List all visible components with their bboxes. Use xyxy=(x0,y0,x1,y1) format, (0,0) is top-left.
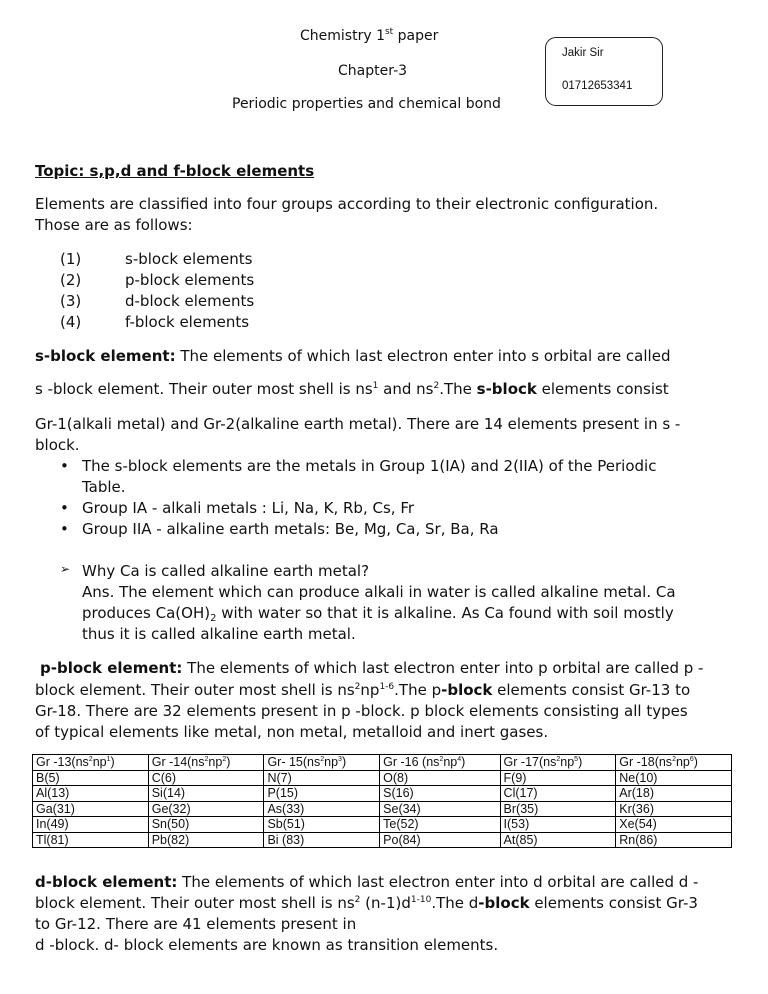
chapter-label: Chapter-3 xyxy=(338,63,408,79)
table-cell: Al(13) xyxy=(33,786,149,802)
table-cell: B(5) xyxy=(33,770,149,786)
s-block-paragraph: s-block element: The elements of which last electron enter into s orbital are called xyxy=(35,347,671,365)
bullet-dot: • xyxy=(60,520,69,538)
table-cell: Tl(81) xyxy=(33,832,149,848)
phone-number: 01712653341 xyxy=(562,80,633,92)
bullet-item: Table. xyxy=(82,478,126,496)
d-block-paragraph: block element. Their outer most shell is $ns^2$ $(n-1)d^{1-10}.The$ d-block elements consist Gr-3 xyxy=(35,894,698,912)
intro-line: Elements are classified into four groups according to their electronic configuration. xyxy=(35,195,659,213)
table-cell: Xe(54) xyxy=(616,817,732,833)
list-number: (2) xyxy=(60,271,82,289)
answer-text: Ans. The element which can produce alkali in water is called alkaline metal. Ca xyxy=(82,583,676,601)
p-block-paragraph: p-block element: The elements of which last electron enter into p orbital are called p - xyxy=(40,659,704,677)
table-row xyxy=(33,832,732,848)
table-row xyxy=(33,770,732,786)
answer-text: thus it is called alkaline earth metal. xyxy=(82,625,356,643)
question-text: Why Ca is called alkaline earth metal? xyxy=(82,562,370,580)
p-block-group-table xyxy=(32,754,732,848)
table-cell: F(9) xyxy=(500,770,616,786)
table-header-cell: Gr $-17(ns^2np^5)$ xyxy=(500,755,616,771)
table-cell: O(8) xyxy=(380,770,500,786)
table-cell: Ga(31) xyxy=(33,801,149,817)
p-block-paragraph: block element. Their outer most shell is $ns^2np^{1-6}.The$ p-block elements consist Gr-13 to xyxy=(35,681,691,699)
intro-line: Those are as follows: xyxy=(35,216,193,234)
s-block-paragraph: Gr-1(alkali metal) and Gr-2(alkaline earth metal). There are 14 elements present in s - xyxy=(35,415,681,433)
s-block-paragraph: s -block element. Their outer most shell is $ns^1$ and $ns^2.The$ s-block elements consist xyxy=(35,380,669,398)
d-block-paragraph: d-block element: The elements of which last electron enter into d orbital are called d - xyxy=(35,873,699,891)
p-block-heading: p-block element: xyxy=(40,659,183,677)
table-cell: Si(14) xyxy=(148,786,264,802)
table-row xyxy=(33,786,732,802)
table-header-cell: Gr $-13(ns^2np^1)$ xyxy=(33,755,149,771)
table-cell: Kr(36) xyxy=(616,801,732,817)
bullet-dot: • xyxy=(60,499,69,517)
table-cell: Te(52) xyxy=(380,817,500,833)
table-cell: Br(35) xyxy=(500,801,616,817)
d-block-heading: d-block element: xyxy=(35,873,178,891)
topic-heading: Topic: s,p,d and f-block elements xyxy=(35,162,315,180)
table-cell: Se(34) xyxy=(380,801,500,817)
table-row xyxy=(33,817,732,833)
table-cell: Po(84) xyxy=(380,832,500,848)
table-cell: I(53) xyxy=(500,817,616,833)
table-header-cell: Gr- $15(ns^2np^3)$ xyxy=(264,755,380,771)
table-cell: At(85) xyxy=(500,832,616,848)
table-cell: Ge(32) xyxy=(148,801,264,817)
bullet-item: The s-block elements are the metals in Group 1(IA) and 2(IIA) of the Periodic xyxy=(82,457,657,475)
table-cell: In(49) xyxy=(33,817,149,833)
answer-text: produces $Ca(OH)_2$ with water so that it is alkaline. As Ca found with soil mostly xyxy=(82,604,674,624)
teacher-name: Jakir Sir xyxy=(562,47,604,59)
list-item: f-block elements xyxy=(125,313,250,331)
list-number: (4) xyxy=(60,313,82,331)
arrow-bullet-icon: ➢ xyxy=(60,562,71,576)
d-block-paragraph: to Gr-12. There are 41 elements present in xyxy=(35,915,357,933)
list-number: (1) xyxy=(60,250,82,268)
list-number: (3) xyxy=(60,292,82,310)
table-cell: Sb(51) xyxy=(264,817,380,833)
contact-box xyxy=(545,37,663,106)
table-row xyxy=(33,801,732,817)
table-cell: Ar(18) xyxy=(616,786,732,802)
p-block-paragraph: of typical elements like metal, non metal, metalloid and inert gases. xyxy=(35,723,549,741)
table-cell: Sn(50) xyxy=(148,817,264,833)
table-header-cell: Gr $-18(ns^2np^6)$ xyxy=(616,755,732,771)
table-cell: Bi (83) xyxy=(264,832,380,848)
table-cell: Rn(86) xyxy=(616,832,732,848)
table-header-cell: Gr -16 $(ns^2np^4)$ xyxy=(380,755,500,771)
table-cell: N(7) xyxy=(264,770,380,786)
table-header-cell: Gr $-14(ns^2np^2)$ xyxy=(148,755,264,771)
list-item: s-block elements xyxy=(125,250,253,268)
s-block-heading: s-block element: xyxy=(35,347,176,365)
bullet-item: Group IIA - alkaline earth metals: Be, Mg, Ca, Sr, Ba, Ra xyxy=(82,520,499,538)
list-item: p-block elements xyxy=(125,271,255,289)
document-subtitle: Periodic properties and chemical bond xyxy=(232,96,501,112)
table-cell: Pb(82) xyxy=(148,832,264,848)
p-block-paragraph: Gr-18. There are 32 elements present in p -block. p block elements consisting all types xyxy=(35,702,688,720)
table-cell: Cl(17) xyxy=(500,786,616,802)
table-cell: Ne(10) xyxy=(616,770,732,786)
table-cell: As(33) xyxy=(264,801,380,817)
table-cell: P(15) xyxy=(264,786,380,802)
table-cell: S(16) xyxy=(380,786,500,802)
s-block-paragraph: block. xyxy=(35,436,80,454)
bullet-dot: • xyxy=(60,457,69,475)
document-title: Chemistry 1st paper xyxy=(300,27,439,44)
d-block-paragraph: d -block. d- block elements are known as transition elements. xyxy=(35,936,499,954)
table-cell: C(6) xyxy=(148,770,264,786)
list-item: d-block elements xyxy=(125,292,255,310)
table-header-row xyxy=(33,755,732,771)
bullet-item: Group IA - alkali metals : Li, Na, K, Rb, Cs, Fr xyxy=(82,499,415,517)
